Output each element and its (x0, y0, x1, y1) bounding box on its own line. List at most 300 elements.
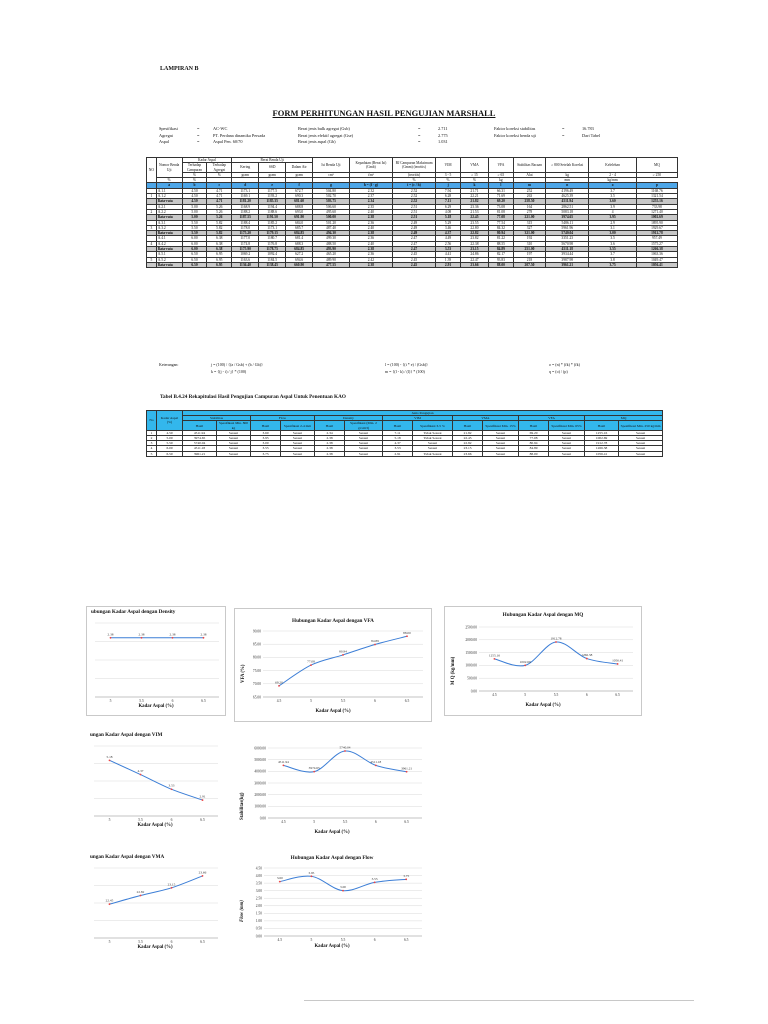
data-point (344, 750, 346, 752)
x-tick-label: 6 (585, 693, 588, 697)
cell-h: 465.20 (313, 252, 350, 257)
th-agregat: Terhadap Agregat (207, 163, 232, 173)
cell-e: 688.8 (286, 204, 313, 209)
cell-b: 5.26 (207, 204, 232, 209)
cell-b: 6.38 (207, 247, 232, 252)
cell-d: 1191.50 (259, 215, 286, 220)
cell-l: 22.38 (460, 241, 488, 246)
th-vfa: VFA (489, 158, 514, 173)
cell-h: 487.40 (313, 225, 350, 230)
th-kepadatan: Kepadatan (Berat Isi) (Gmb) (349, 158, 392, 173)
cell-l: 24.86 (460, 252, 488, 257)
th-unit: ≥ 250 (636, 172, 677, 177)
cell-p: 3.6 (589, 241, 636, 246)
chart-svg (87, 607, 225, 715)
meta-row: Berat jenis aspal (Gb) = 1.031 (298, 139, 448, 144)
data-label: 2.38 (200, 632, 207, 637)
data-label: 5.18 (106, 754, 113, 759)
y-tick-label: 2.50 (255, 896, 262, 901)
cell-e: 693.0 (286, 209, 313, 214)
cell-c: 1136.40 (232, 262, 259, 267)
x-tick-label: 6 (374, 820, 377, 824)
cell-p: 3.60 (589, 199, 636, 204)
meta-row: Berat jenis efektif agregat (Gse) = 2.775 (298, 132, 448, 138)
formula: l = (100) - {(i * e) / (Gsb)} (385, 362, 428, 367)
chart-mq (444, 606, 642, 716)
cell-no: 4 (147, 241, 157, 246)
y-tick-label: 4000.00 (254, 769, 266, 774)
recap-cell: Sesuai (217, 451, 251, 456)
y-tick-label: 70.00 (252, 682, 261, 687)
data-point (140, 895, 142, 897)
cell-l: 23.66 (460, 262, 488, 267)
letter-cell: k (460, 183, 488, 188)
cell-j: 2.47 (392, 236, 435, 241)
cell-n: 164 (513, 204, 545, 209)
cell-q: 1321.54 (636, 194, 677, 199)
data-point (278, 685, 280, 687)
cell-q: 1063.36 (636, 252, 677, 257)
cell-a: 6.50 (182, 252, 207, 257)
chart-vma (86, 852, 224, 956)
recap-spec: Spesifikasi Min. 250 kg/mm (619, 421, 663, 430)
x-tick-label: 6 (170, 818, 173, 822)
cell-i: 2.42 (349, 257, 392, 262)
formula: m = {(l - k) / (l)} * (100) (385, 369, 425, 374)
chart-vim (86, 730, 224, 834)
recap-cell: 1912.78 (585, 441, 619, 446)
recap-cell: Sesuai (619, 441, 663, 446)
cell-id: A.4.2 (156, 241, 182, 246)
y-tick-label: 0.00 (259, 816, 266, 821)
cell-p: 3.55 (589, 247, 636, 252)
recap-cell: 3.00 (251, 441, 281, 446)
x-tick-label: 4.5 (277, 938, 283, 942)
x-tick-label: 5.5 (340, 699, 346, 703)
cell-no: 3 (147, 225, 157, 230)
series-line (494, 642, 617, 666)
recap-cell: Sesuai (281, 451, 315, 456)
recap-cell: 6.50 (157, 451, 183, 456)
marshall-table-wrap (146, 157, 678, 268)
data-label: 2.38 (169, 632, 176, 637)
cell-c: 1187.55 (232, 215, 259, 220)
chart-svg (445, 607, 641, 715)
recap-cell: Sesuai (483, 446, 519, 451)
cell-n: 192 (513, 236, 545, 241)
data-point (109, 903, 111, 905)
cell-b: 6.95 (207, 257, 232, 262)
cell-k: 4.08 (436, 209, 461, 214)
x-tick-label: 6.5 (615, 693, 620, 697)
cell-j: 2.47 (392, 241, 435, 246)
cell-q: 1056.41 (636, 262, 677, 267)
data-point (202, 799, 204, 801)
x-tick-label: 6.5 (404, 820, 409, 824)
data-point (405, 878, 407, 880)
y-tick-label: 90.00 (252, 629, 261, 634)
cell-id: A.3.2 (156, 225, 182, 230)
th-unit: % (156, 178, 182, 183)
cell-n: 310 (513, 241, 545, 246)
cell-id: A.2.2 (156, 209, 182, 214)
cell-m: 69.20 (489, 199, 514, 204)
th-no: NO (147, 158, 157, 183)
x-axis-label: Kadar Aspal (%) (315, 709, 351, 714)
cell-d: 1185.2 (259, 220, 286, 225)
x-tick-label: 6 (170, 940, 173, 944)
cell-a: 5.50 (182, 225, 207, 230)
recap-cell: 69.20 (519, 430, 549, 435)
data-point (171, 788, 173, 790)
cell-c: 1181.20 (232, 199, 259, 204)
average-row (147, 262, 678, 267)
cell-k: 7.11 (436, 199, 461, 204)
recap-cell: 4 (147, 446, 157, 451)
data-point (283, 764, 285, 766)
th-bj: BJ Campuran Maksimum (Gmm) (teoritis) (392, 158, 435, 173)
cell-q: 1912.78 (636, 231, 677, 236)
cell-n: 197 (513, 252, 545, 257)
cell-j: 2.51 (392, 215, 435, 220)
cell-e: 684.0 (286, 220, 313, 225)
cell-l: 22.82 (460, 231, 488, 236)
x-tick-label: 6.5 (404, 699, 410, 703)
data-point (406, 771, 408, 773)
th-mq: MQ (636, 158, 677, 173)
cell-b: 5.82 (207, 225, 232, 230)
recap-cell: 7.11 (383, 430, 413, 435)
recap-cell: 4511.94 (183, 430, 217, 435)
th-unit: % (182, 178, 207, 183)
th-unit: % (207, 172, 232, 177)
th-berat: Berat Benda Uji (232, 158, 313, 163)
cell-i: 2.38 (349, 215, 392, 220)
data-label: 3961.21 (401, 766, 413, 771)
cell-d: 1188.6 (259, 209, 286, 214)
cell-o: 4511.94 (546, 199, 589, 204)
cell-l: 23.15 (460, 247, 488, 252)
recap-cell: Sesuai (217, 430, 251, 435)
cell-i: 2.34 (349, 199, 392, 204)
cell-h: 489.90 (313, 257, 350, 262)
cell-p: 3.00 (589, 231, 636, 236)
cell-m: 88.55 (489, 241, 514, 246)
cell-no: 2 (147, 209, 157, 214)
cell-p: 4 (589, 209, 636, 214)
y-tick-label: 85.00 (252, 642, 261, 647)
marshall-table (146, 157, 678, 268)
data-point (342, 654, 344, 656)
recap-title: Tabel B.4.24 Rekapitulasi Hasil Pengujian Campuran Aspal Untuk Penentuan KAO (160, 394, 346, 400)
recap-hasil: Hasil (315, 421, 345, 430)
recap-cell: Tidak Sesuai (413, 430, 453, 435)
cell-j: 2.45 (392, 262, 435, 267)
recap-spec: Spesifikasi 2-4 mm (281, 421, 315, 430)
letter-cell: p (636, 183, 677, 188)
cell-h: 503.75 (313, 199, 350, 204)
cell-d: 1176.8 (259, 241, 286, 246)
cell-b: 4.71 (207, 188, 232, 193)
th-unit: % (392, 178, 435, 183)
chart-svg (234, 852, 430, 956)
x-axis-label: Kadar Aspal (%) (314, 944, 350, 949)
chart-flow (234, 852, 430, 956)
recap-hasil: Hasil (383, 421, 413, 430)
recap-group-5: VFA (519, 416, 585, 421)
recap-cell: Sesuai (549, 430, 585, 435)
data-label: 77.08 (307, 659, 315, 664)
recap-spec: Spesifikasi Min. 65% (549, 421, 585, 430)
recap-cell: 22.82 (453, 441, 483, 446)
recap-cell: Sesuai (483, 441, 519, 446)
cell-a: 4.50 (182, 194, 207, 199)
cell-h: 500.00 (313, 215, 350, 220)
cell-h: 502.70 (313, 194, 350, 199)
recap-cell: 2.34 (315, 430, 345, 435)
cell-b: 4.71 (207, 194, 232, 199)
recap-cell: Sesuai (345, 451, 383, 456)
data-label: 80.94 (339, 649, 347, 654)
y-tick-label: 65.00 (252, 695, 261, 700)
recap-spec: Spesifikasi (Min. 2 gr/cm3) (345, 421, 383, 430)
cell-i: 2.40 (349, 209, 392, 214)
recap-spec: Spesifikasi 3-5 % (413, 421, 453, 430)
cell-e: 681.4 (286, 236, 313, 241)
data-label: 88.00 (403, 630, 411, 635)
data-label: 1255.16 (488, 653, 500, 658)
cell-m: 77.54 (489, 220, 514, 225)
cell-p: 3.7 (589, 252, 636, 257)
cell-i: 2.37 (349, 194, 392, 199)
recap-cell: Sesuai (281, 446, 315, 451)
th-unit: gram (232, 172, 259, 177)
recap-cell: 3.55 (251, 446, 281, 451)
recap-cell: Sesuai (483, 430, 519, 435)
chart-svg (235, 609, 431, 721)
cell-p: 3.95 (589, 215, 636, 220)
cell-q: 1266.38 (636, 247, 677, 252)
letter-cell: a (156, 183, 182, 188)
recap-group-2: Density (315, 416, 383, 421)
cell-k: 4.49 (436, 236, 461, 241)
cell-j: 2.49 (392, 225, 435, 230)
y-tick-label: 80.00 (252, 655, 261, 660)
meta-right (494, 126, 600, 139)
meta-row: Faktor koreksi benda uji = Dari Tabel (494, 132, 601, 138)
cell-d: 1138.45 (259, 262, 286, 267)
th-unit: (teoritis) (392, 172, 435, 177)
data-label: 2.91 (199, 794, 206, 799)
data-label: 22.45 (105, 898, 114, 903)
data-label: 3974.65 (308, 766, 320, 771)
cell-j: 2.45 (392, 252, 435, 257)
cell-id: A.1.2 (156, 194, 182, 199)
data-label: 1912.78 (550, 636, 562, 641)
series-line (283, 751, 406, 772)
recap-cell: 77.08 (519, 436, 549, 441)
x-axis-label: Kadar Aspal (%) (138, 704, 174, 709)
cell-k: 3.53 (436, 247, 461, 252)
cell-a: 6.00 (182, 236, 207, 241)
letter-cell: m (513, 183, 545, 188)
cell-c: 1173.1 (232, 188, 259, 193)
recap-cell: 5 (147, 451, 157, 456)
cell-i: 2.38 (349, 262, 392, 267)
cell-e: 694.6 (286, 257, 313, 262)
cell-k: 7.94 (436, 188, 461, 193)
cell-d: 1193.2 (259, 194, 286, 199)
chart-vfa (234, 608, 432, 722)
recap-cell: Sesuai (345, 430, 383, 435)
letter-cell: d (232, 183, 259, 188)
cell-l: 22.80 (460, 225, 488, 230)
recap-cell: Sesuai (217, 436, 251, 441)
cell-q: 957.49 (636, 236, 677, 241)
chart-title: ungan Kadar Aspal dengan VIM (90, 732, 163, 738)
recap-cell: 2.38 (315, 441, 345, 446)
letter-cell: n (546, 183, 589, 188)
recap-group-6: MQ (585, 416, 663, 421)
data-label: 1056.41 (612, 658, 624, 663)
recap-group-3: VIM (383, 416, 453, 421)
th-unit: mm (546, 178, 589, 183)
y-axis-label: Flow (mm) (240, 900, 245, 922)
recap-cell: Sesuai (619, 446, 663, 451)
cell-id: A.3.1 (156, 220, 182, 225)
cell-e: 691.90 (286, 215, 313, 220)
letter-cell: l (489, 183, 514, 188)
cell-l: 21.82 (460, 199, 488, 204)
recap-cell: 5.50 (157, 441, 183, 446)
cell-b: 6.95 (207, 252, 232, 257)
x-tick-label: 5 (524, 693, 527, 697)
cell-c: 1168.9 (232, 204, 259, 209)
x-tick-label: 6 (373, 938, 376, 942)
recap-cell: 1 (147, 430, 157, 435)
letter-cell: e (259, 183, 286, 188)
cell-o: 3961.21 (546, 262, 589, 267)
data-label: 2.38 (107, 632, 114, 637)
data-point (617, 663, 619, 665)
cell-l: 22.45 (460, 215, 488, 220)
cell-o: 5083.18 (546, 209, 589, 214)
footer-divider (304, 1000, 694, 1001)
cell-e: 685.7 (286, 225, 313, 230)
cell-m: 73.08 (489, 204, 514, 209)
cell-h: 501.20 (313, 220, 350, 225)
x-tick-label: 5.5 (138, 818, 143, 822)
cell-d: 1178.75 (259, 247, 286, 252)
recap-cell: 23.15 (453, 446, 483, 451)
data-point (313, 771, 315, 773)
data-point (494, 658, 496, 660)
cell-e: 684.85 (286, 247, 313, 252)
th-unit: Alat (513, 172, 545, 177)
chart-title: Hubungan Kadar Aspal dengan Flow (290, 855, 374, 861)
y-tick-label: 2500.00 (465, 625, 477, 630)
cell-m: 81.22 (489, 236, 514, 241)
recap-cell: Sesuai (345, 436, 383, 441)
cell-i: 2.32 (349, 188, 392, 193)
data-label: 1002.69 (519, 659, 531, 664)
meta-row: Berat jenis bulk agregat (Gsb) = 2.711 (298, 126, 448, 131)
data-label: 1266.38 (581, 653, 593, 658)
cell-o: 5486.11 (546, 220, 589, 225)
th-unit: t/m³ (349, 172, 392, 177)
cell-d: 1180.7 (259, 236, 286, 241)
recap-cell: 88.00 (519, 451, 549, 456)
x-tick-label: 6.5 (403, 938, 409, 942)
recap-group-0: Stabilitas (183, 416, 251, 421)
th-isi: Isi Benda Uji (313, 158, 350, 173)
recap-group-4: VMA (453, 416, 519, 421)
cell-l: 23.55 (460, 220, 488, 225)
cell-e: 684.85 (286, 231, 313, 236)
cell-a: 5.00 (182, 204, 207, 209)
recap-cell: 1056.41 (585, 451, 619, 456)
data-point (406, 635, 408, 637)
cell-j: 2.49 (392, 220, 435, 225)
cell-l: 23.36 (460, 204, 488, 209)
y-tick-label: 2000.00 (254, 792, 266, 797)
series-line (110, 760, 203, 800)
y-tick-label: 3.50 (255, 881, 262, 886)
recap-cell: Sesuai (549, 441, 585, 446)
cell-c: 1169.1 (232, 194, 259, 199)
y-tick-label: 2.00 (255, 904, 262, 909)
cell-id: A.4.1 (156, 236, 182, 241)
x-tick-label: 6.5 (200, 818, 205, 822)
meta-row: Faktor koreksi stabilitas = 16.783 (494, 126, 594, 131)
recap-cell: Sesuai (413, 446, 453, 451)
y-tick-label: 0.50 (255, 926, 262, 931)
cell-c: 1163.6 (232, 257, 259, 262)
data-label: 23.66 (198, 870, 207, 875)
formula: k = {(j - i) / j} * (100) (211, 369, 247, 374)
recap-cell: 22.45 (453, 436, 483, 441)
y-tick-label: 75.00 (252, 668, 261, 673)
th-unit: kg/mm (589, 178, 636, 183)
recap-cell: 21.82 (453, 430, 483, 435)
x-axis-label: Kadar Aspal (%) (137, 945, 173, 950)
y-axis-label: M Q (kg/mm) (451, 656, 456, 685)
cell-e: 660.90 (286, 262, 313, 267)
recap-cell: Sesuai (345, 446, 383, 451)
cell-o: 4196.49 (546, 188, 589, 193)
th-unit: gram (286, 172, 313, 177)
th-dalam-air: Dalam Air (286, 163, 313, 173)
y-tick-label: 1000.00 (465, 663, 477, 668)
cell-id: Rata-rata (156, 215, 182, 220)
recap-cell: Sesuai (549, 451, 585, 456)
cell-m: 81.08 (489, 209, 514, 214)
cell-m: 80.94 (489, 231, 514, 236)
recap-cell: Sesuai (483, 436, 519, 441)
data-label: 4.37 (137, 769, 144, 774)
cell-j: 2.51 (392, 204, 435, 209)
y-tick-label: 1000.00 (254, 804, 266, 809)
recap-cell: 3.75 (251, 451, 281, 456)
x-axis-label: Kadar Aspal (%) (314, 830, 350, 835)
x-tick-label: 5 (310, 699, 312, 703)
cell-a: 5.00 (182, 215, 207, 220)
cell-n: 263 (513, 194, 545, 199)
cell-q: 733.98 (636, 204, 677, 209)
cell-p: 3.9 (589, 204, 636, 209)
recap-cell: Tidak Sesuai (413, 451, 453, 456)
cell-b: 5.26 (207, 209, 232, 214)
